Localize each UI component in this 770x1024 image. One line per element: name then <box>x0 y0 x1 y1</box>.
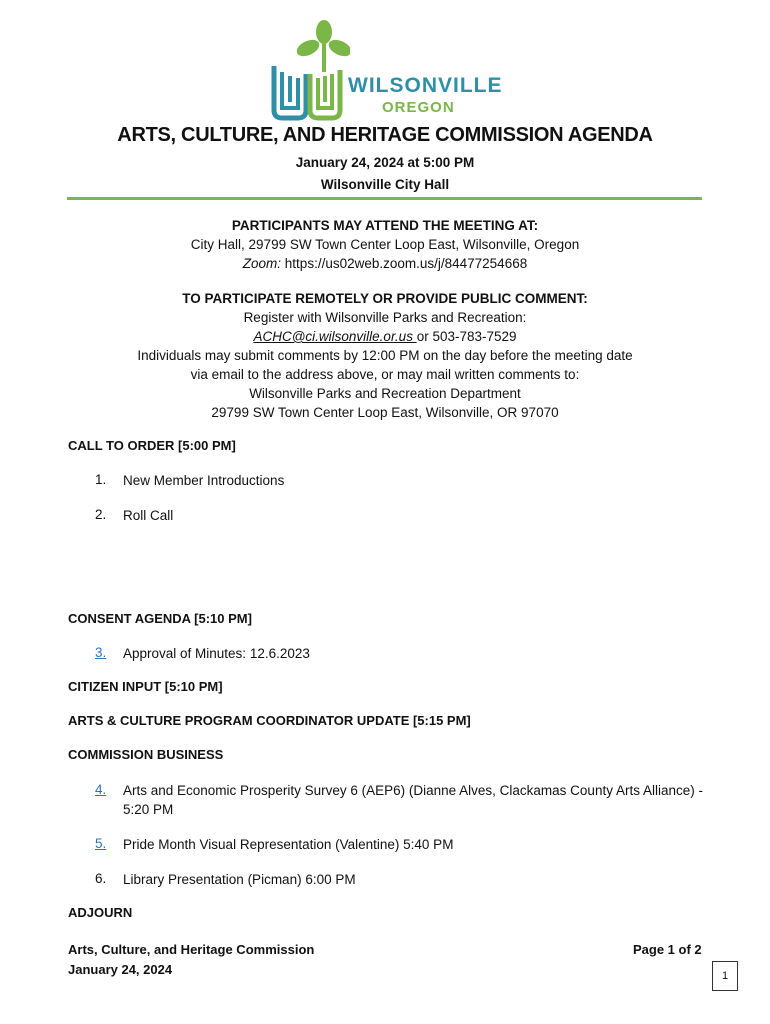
attend-heading: PARTICIPANTS MAY ATTEND THE MEETING AT: <box>231 218 539 233</box>
footer-org: Arts, Culture, and Heritage Commission <box>68 942 315 957</box>
item-number: 6. <box>95 871 107 886</box>
agenda-title: ARTS, CULTURE, AND HERITAGE COMMISSION AGENDA <box>117 124 653 146</box>
logo-name-line1: WILSONVILLE <box>348 74 503 97</box>
register-line: Register with Wilsonville Parks and Recreation: <box>243 310 527 325</box>
email-link[interactable]: ACHC@ci.wilsonville.or.us <box>253 329 417 344</box>
item-number: 1. <box>95 472 107 487</box>
item-aep6-survey: Arts and Economic Prosperity Survey 6 (AEP6) (Dianne Alves, Clackamas County Arts Alliance) - <box>123 783 703 798</box>
meeting-date: January 24, 2024 at 5:00 PM <box>295 155 475 170</box>
contact-line <box>0 327 770 346</box>
remote-heading: TO PARTICIPATE REMOTELY OR PROVIDE PUBLIC COMMENT: <box>182 291 588 306</box>
department-address: 29799 SW Town Center Loop East, Wilsonville, OR 97070 <box>211 405 559 420</box>
item-roll-call: Roll Call <box>123 508 174 523</box>
item-pride-month: Pride Month Visual Representation (Valentine) 5:40 PM <box>123 837 454 852</box>
zoom-url[interactable]: https://us02web.zoom.us/j/84477254668 <box>281 256 528 271</box>
call-to-order-heading: CALL TO ORDER [5:00 PM] <box>68 438 236 453</box>
item-aep6-time: 5:20 PM <box>123 802 174 817</box>
adjourn-heading: ADJOURN <box>68 905 133 920</box>
wilsonville-logo <box>270 18 510 122</box>
phone-number: or 503-783-7529 <box>416 329 517 344</box>
item-library-presentation: Library Presentation (Picman) 6:00 PM <box>123 872 356 887</box>
zoom-line <box>0 254 770 273</box>
logo-name-line2: OREGON <box>382 99 455 116</box>
citizen-input-heading: CITIZEN INPUT [5:10 PM] <box>68 679 223 694</box>
commission-business-heading: COMMISSION BUSINESS <box>68 747 224 762</box>
attend-address: City Hall, 29799 SW Town Center Loop East, Wilsonville, Oregon <box>190 237 580 252</box>
item-3-link[interactable]: 3. <box>95 645 107 660</box>
zoom-label: Zoom: <box>242 256 282 271</box>
item-5-link[interactable]: 5. <box>95 836 107 851</box>
item-4-link[interactable]: 4. <box>95 782 107 797</box>
consent-agenda-heading: CONSENT AGENDA [5:10 PM] <box>68 611 252 626</box>
meeting-location: Wilsonville City Hall <box>320 177 450 192</box>
wilsonville-w-leaf-icon <box>270 18 350 122</box>
page-number-box: 1 <box>712 961 738 991</box>
item-number: 2. <box>95 507 107 522</box>
coordinator-update-heading: ARTS & CULTURE PROGRAM COORDINATOR UPDATE [5:15 PM] <box>68 713 471 728</box>
item-new-member-introductions: New Member Introductions <box>123 473 285 488</box>
footer-date: January 24, 2024 <box>68 962 173 977</box>
department-name: Wilsonville Parks and Recreation Department <box>249 386 521 401</box>
header-divider <box>67 197 702 200</box>
footer-page-of: Page 1 of 2 <box>633 942 702 957</box>
submit-comments-line: Individuals may submit comments by 12:00 PM on the day before the meeting date <box>137 348 633 363</box>
item-approval-of-minutes: Approval of Minutes: 12.6.2023 <box>123 646 310 661</box>
mail-comments-line: via email to the address above, or may mail written comments to: <box>190 367 580 382</box>
